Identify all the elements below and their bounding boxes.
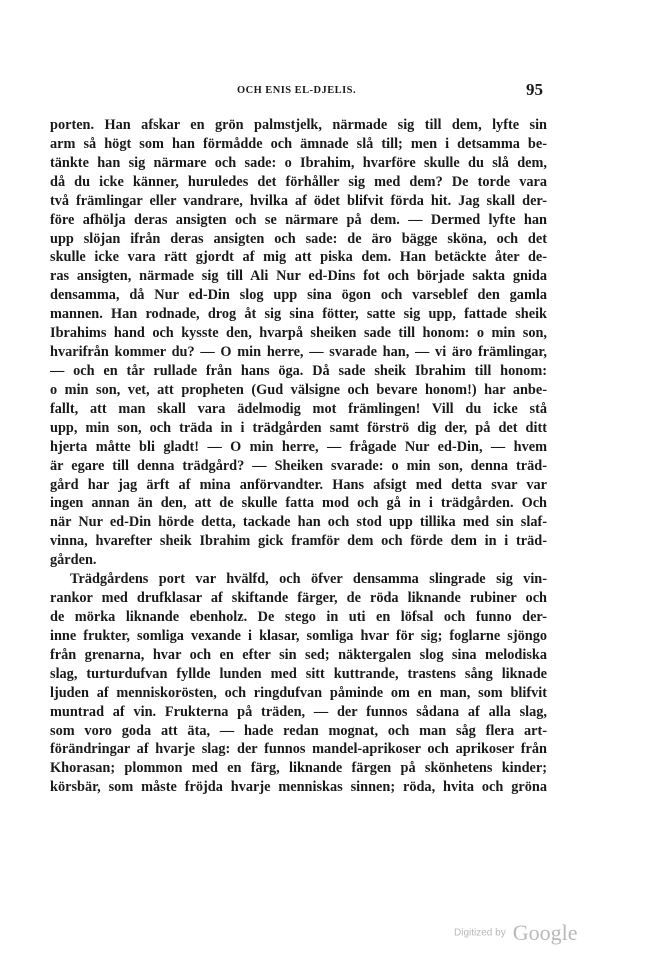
text-line: gård har jag ärft af mina anförvandter. Hans afsigt med detta svar var: [50, 476, 547, 493]
text-line: Ibrahims hand och kysste den, hvarpå sheiken sade till honom: o min son,: [50, 325, 547, 342]
text-line: hvarifrån kommer du? — O min herre, — svarade han, — vi äro främlingar,: [50, 344, 547, 361]
text-line: muntrad af vin. Frukterna på träden, — der funnos sådana af alla slag,: [50, 703, 547, 720]
text-line: ljuden af menniskorösten, och ringdufvan påminde om en man, som blifvit: [50, 684, 547, 701]
text-line: upp, min son, och träda in i trädgården samt förströ dig der, på det ditt: [50, 419, 547, 436]
text-line: två främlingar eller vandrare, hvilka af ödet blifvit förda hit. Jag skall der-: [50, 192, 547, 209]
running-head: [50, 80, 543, 102]
text-line: de mörka liknande ebenholz. De stego in uti en löfsal och funno der-: [50, 608, 547, 625]
running-title: OCH ENIS EL-DJELIS.: [236, 84, 357, 96]
text-line: då du icke känner, huruledes det förhåller sig med dem? De torde vara: [50, 173, 547, 190]
text-line: är egare till denna trädgård? — Sheiken svarade: o min son, denna träd-: [50, 457, 547, 474]
text-line: inne frukter, somliga vexande i klasar, somliga hvar för sig; foglarne sjöngo: [50, 627, 547, 644]
text-line: hjerta måtte bli gladt! — O min herre, — frågade Nur ed-Din, — hvem: [50, 438, 547, 455]
text-line: Khorasan; plommon med en färg, liknande färgen på skönhetens kinder;: [50, 760, 547, 777]
text-line: före afhölja deras ansigten och se närmare på dem. — Dermed lyfte han: [50, 211, 547, 228]
text-line: som voro goda att äta, — hade redan mognat, och man såg flera art-: [50, 722, 547, 739]
text-line: från grenarna, hvar och en efter sin sed; näktergalen slog sina melodiska: [50, 646, 547, 663]
page-number: 95: [526, 80, 543, 99]
paragraph-first-line: Trädgårdens port var hvälfd, och öfver densamma slingrade sig vin-: [70, 571, 547, 588]
text-line: rankor med drufklasar af skiftande färger, de röda liknande rubiner och: [50, 590, 547, 607]
digitized-watermark: [454, 920, 577, 950]
text-line: vinna, hvarefter sheik Ibrahim gick framför dem och förde dem in i träd-: [50, 533, 547, 550]
text-line: arm så högt som han förmådde och ämnade slå till; men i detsamma be-: [50, 135, 547, 152]
text-line: o min son, vet, att propheten (Gud välsigne och bevare honom!) har anbe-: [50, 381, 547, 398]
body-text: [50, 116, 547, 797]
text-line: tänkte han sig närmare och sade: o Ibrahim, hvarföre skulle du slå dem,: [50, 154, 547, 171]
text-line: densamma, då Nur ed-Din slog upp sina ögon och varseblef den gamla: [50, 287, 547, 304]
text-line: ingen annan än den, att de skulle fatta mod och gå in i trädgården. Och: [50, 495, 547, 512]
paragraph-last-line: gården.: [50, 552, 97, 569]
text-line: skulle icke vara rätt gjordt af mig att piska dem. Han betäckte åter de-: [50, 249, 547, 266]
text-line: — och en tår rullade från hans öga. Då sade sheik Ibrahim till honom:: [50, 362, 547, 379]
text-line: fallt, att man skall vara ädelmodig mot främlingen! Vill du icke stå: [50, 400, 547, 417]
text-line: upp slöjan ifrån deras ansigten och sade: de äro bägge sköna, och det: [50, 230, 547, 247]
watermark-prefix: Digitized by: [454, 927, 506, 939]
text-line: ras ansigten, närmade sig till Ali Nur ed-Dins fot och började sakta gnida: [50, 268, 547, 285]
text-line: när Nur ed-Din hörde detta, tackade han och stod upp tillika med sin slaf-: [50, 514, 547, 531]
text-line: slag, turturdufvan fyllde lunden med sitt kuttrande, trastens sång liknade: [50, 665, 547, 682]
text-line: porten. Han afskar en grön palmstjelk, närmade sig till dem, lyfte sin: [50, 117, 547, 133]
text-line: förändringar af hvarje slag: der funnos mandel-aprikoser och aprikoser från: [50, 741, 547, 758]
google-logo: Google: [512, 920, 578, 945]
text-line: mannen. Han rodnade, drog åt sig sina fötter, satte sig upp, fattade sheik: [50, 306, 547, 323]
text-line: körsbär, som måste fröjda hvarje menniskas sinnen; röda, hvita och gröna: [50, 779, 547, 796]
